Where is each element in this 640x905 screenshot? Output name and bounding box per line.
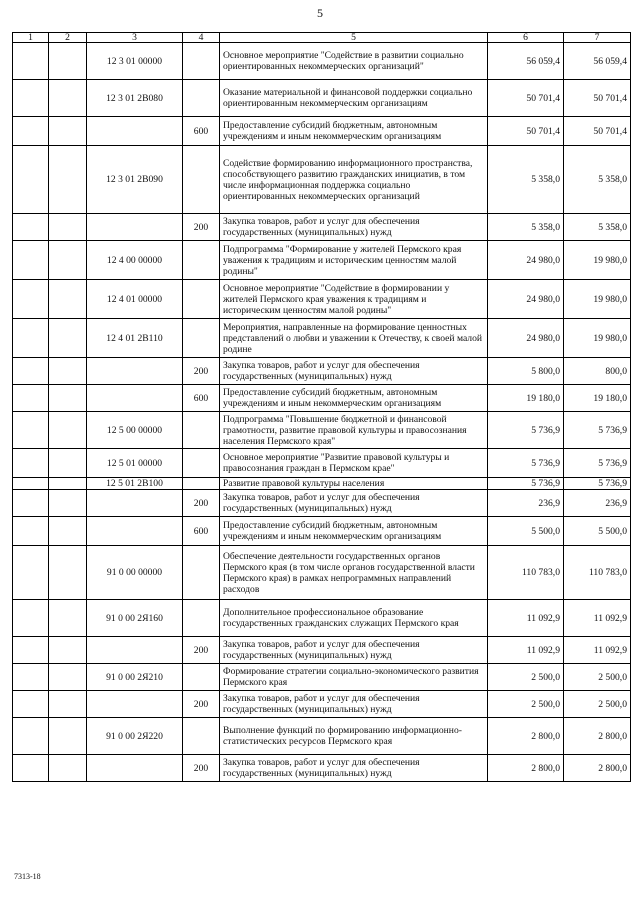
cell-target-article: 12 4 01 2В110 (87, 319, 183, 358)
cell-expense-type (183, 146, 220, 214)
column-number: 7 (564, 33, 631, 43)
cell-name: Основное мероприятие "Развитие правовой культуры и правосознания граждан в Пермском крае" (220, 449, 488, 478)
cell-col1 (13, 241, 49, 280)
cell-expense-type (183, 478, 220, 490)
cell-amount-col7: 5 736,9 (564, 449, 631, 478)
cell-col2 (49, 449, 87, 478)
column-number-row (13, 33, 631, 43)
table-row (13, 43, 631, 80)
cell-col1 (13, 280, 49, 319)
cell-col1 (13, 517, 49, 546)
column-number: 5 (220, 33, 488, 43)
cell-amount-col6: 5 358,0 (488, 214, 564, 241)
cell-amount-col7: 56 059,4 (564, 43, 631, 80)
table-row (13, 280, 631, 319)
column-number: 4 (183, 33, 220, 43)
cell-expense-type: 200 (183, 755, 220, 782)
cell-name: Закупка товаров, работ и услуг для обеспечения государственных (муниципальных) нужд (220, 637, 488, 664)
cell-expense-type: 200 (183, 490, 220, 517)
cell-name: Закупка товаров, работ и услуг для обеспечения государственных (муниципальных) нужд (220, 358, 488, 385)
cell-amount-col7: 11 092,9 (564, 637, 631, 664)
cell-target-article: 12 3 01 2В080 (87, 80, 183, 117)
cell-col1 (13, 478, 49, 490)
cell-amount-col6: 11 092,9 (488, 600, 564, 637)
cell-name: Мероприятия, направленные на формирование ценностных представлений о любви и уважении к Отечеству, к своей малой родине (220, 319, 488, 358)
table-row (13, 478, 631, 490)
cell-col1 (13, 146, 49, 214)
cell-amount-col7: 5 358,0 (564, 146, 631, 214)
column-number: 6 (488, 33, 564, 43)
cell-amount-col6: 5 800,0 (488, 358, 564, 385)
cell-target-article: 12 4 00 00000 (87, 241, 183, 280)
cell-amount-col6: 5 500,0 (488, 517, 564, 546)
cell-amount-col6: 19 180,0 (488, 385, 564, 412)
cell-amount-col6: 24 980,0 (488, 280, 564, 319)
document-code: 7313-18 (14, 872, 41, 881)
table-row (13, 449, 631, 478)
cell-name: Оказание материальной и финансовой поддержки социально ориентированным некоммерческим организациям (220, 80, 488, 117)
cell-amount-col7: 5 736,9 (564, 478, 631, 490)
cell-name: Предоставление субсидий бюджетным, автономным учреждениям и иным некоммерческим организациям (220, 517, 488, 546)
cell-amount-col7: 50 701,4 (564, 80, 631, 117)
cell-col2 (49, 43, 87, 80)
table-row (13, 664, 631, 691)
cell-expense-type: 200 (183, 637, 220, 664)
cell-name: Содействие формированию информационного пространства, способствующего развитию гражданских инициатив, в том числе информационная поддержка социально ориентированных некоммерческих организаций (220, 146, 488, 214)
cell-expense-type: 600 (183, 517, 220, 546)
cell-col1 (13, 80, 49, 117)
cell-name: Закупка товаров, работ и услуг для обеспечения государственных (муниципальных) нужд (220, 214, 488, 241)
cell-target-article: 12 3 01 2В090 (87, 146, 183, 214)
cell-amount-col7: 800,0 (564, 358, 631, 385)
cell-amount-col7: 50 701,4 (564, 117, 631, 146)
cell-target-article (87, 691, 183, 718)
cell-amount-col6: 24 980,0 (488, 241, 564, 280)
cell-col2 (49, 490, 87, 517)
cell-col2 (49, 319, 87, 358)
cell-target-article: 12 3 01 00000 (87, 43, 183, 80)
cell-expense-type (183, 241, 220, 280)
cell-amount-col6: 56 059,4 (488, 43, 564, 80)
cell-target-article: 91 0 00 00000 (87, 546, 183, 600)
cell-target-article: 12 5 00 00000 (87, 412, 183, 449)
table-row (13, 241, 631, 280)
cell-amount-col6: 50 701,4 (488, 117, 564, 146)
cell-col1 (13, 117, 49, 146)
cell-expense-type (183, 600, 220, 637)
cell-amount-col6: 5 358,0 (488, 146, 564, 214)
cell-expense-type (183, 43, 220, 80)
cell-amount-col7: 2 500,0 (564, 664, 631, 691)
cell-name: Выполнение функций по формированию информационно-статистических ресурсов Пермского края (220, 718, 488, 755)
cell-amount-col6: 2 500,0 (488, 691, 564, 718)
cell-target-article (87, 490, 183, 517)
column-number: 3 (87, 33, 183, 43)
cell-col1 (13, 319, 49, 358)
cell-amount-col6: 2 800,0 (488, 718, 564, 755)
table-body (13, 43, 631, 782)
cell-amount-col6: 11 092,9 (488, 637, 564, 664)
cell-name: Закупка товаров, работ и услуг для обеспечения государственных (муниципальных) нужд (220, 691, 488, 718)
cell-name: Закупка товаров, работ и услуг для обеспечения государственных (муниципальных) нужд (220, 755, 488, 782)
cell-expense-type: 200 (183, 691, 220, 718)
cell-name: Основное мероприятие "Содействие в формировании у жителей Пермского края уважения к традициям и историческим ценностям малой родины" (220, 280, 488, 319)
cell-expense-type (183, 718, 220, 755)
cell-amount-col7: 5 500,0 (564, 517, 631, 546)
cell-name: Обеспечение деятельности государственных органов Пермского края (в том числе органов государственной власти Пермского края) в рамках непрограммных направлений расходов (220, 546, 488, 600)
cell-col2 (49, 80, 87, 117)
cell-target-article (87, 358, 183, 385)
table-row (13, 691, 631, 718)
cell-col1 (13, 385, 49, 412)
cell-amount-col7: 11 092,9 (564, 600, 631, 637)
budget-table (12, 32, 631, 782)
table-row (13, 80, 631, 117)
cell-col1 (13, 449, 49, 478)
cell-expense-type (183, 319, 220, 358)
cell-col2 (49, 664, 87, 691)
cell-amount-col6: 5 736,9 (488, 412, 564, 449)
cell-amount-col7: 19 180,0 (564, 385, 631, 412)
cell-amount-col7: 19 980,0 (564, 319, 631, 358)
cell-amount-col7: 2 800,0 (564, 718, 631, 755)
cell-name: Закупка товаров, работ и услуг для обеспечения государственных (муниципальных) нужд (220, 490, 488, 517)
cell-target-article: 91 0 00 2Я220 (87, 718, 183, 755)
cell-name: Основное мероприятие "Содействие в развитии социально ориентированных некоммерческих организаций" (220, 43, 488, 80)
table-row (13, 146, 631, 214)
cell-amount-col7: 2 500,0 (564, 691, 631, 718)
cell-col2 (49, 280, 87, 319)
cell-expense-type (183, 546, 220, 600)
cell-target-article (87, 117, 183, 146)
cell-col2 (49, 691, 87, 718)
cell-col2 (49, 637, 87, 664)
table-row (13, 600, 631, 637)
cell-expense-type (183, 412, 220, 449)
cell-col1 (13, 664, 49, 691)
cell-name: Подпрограмма "Повышение бюджетной и финансовой грамотности, развитие правовой культуры и правосознания населения Пермского края" (220, 412, 488, 449)
table-row (13, 214, 631, 241)
cell-amount-col6: 24 980,0 (488, 319, 564, 358)
table-row (13, 490, 631, 517)
cell-name: Предоставление субсидий бюджетным, автономным учреждениям и иным некоммерческим организациям (220, 117, 488, 146)
cell-amount-col7: 5 358,0 (564, 214, 631, 241)
cell-target-article: 12 4 01 00000 (87, 280, 183, 319)
cell-amount-col7: 19 980,0 (564, 280, 631, 319)
cell-col2 (49, 214, 87, 241)
cell-amount-col6: 5 736,9 (488, 478, 564, 490)
cell-col2 (49, 385, 87, 412)
cell-expense-type: 200 (183, 214, 220, 241)
cell-name: Дополнительное профессиональное образование государственных гражданских служащих Пермского края (220, 600, 488, 637)
cell-name: Развитие правовой культуры населения (220, 478, 488, 490)
cell-expense-type (183, 449, 220, 478)
cell-target-article (87, 385, 183, 412)
page-number: 5 (317, 6, 323, 20)
cell-col1 (13, 546, 49, 600)
cell-col2 (49, 600, 87, 637)
cell-amount-col6: 2 800,0 (488, 755, 564, 782)
cell-expense-type: 600 (183, 117, 220, 146)
cell-target-article: 91 0 00 2Я210 (87, 664, 183, 691)
column-number: 1 (13, 33, 49, 43)
cell-target-article: 12 5 01 2В100 (87, 478, 183, 490)
cell-amount-col6: 110 783,0 (488, 546, 564, 600)
table-row (13, 385, 631, 412)
cell-col2 (49, 146, 87, 214)
cell-col1 (13, 490, 49, 517)
cell-col2 (49, 478, 87, 490)
cell-target-article (87, 637, 183, 664)
cell-col1 (13, 412, 49, 449)
cell-col2 (49, 412, 87, 449)
cell-name: Формирование стратегии социально-экономического развития Пермского края (220, 664, 488, 691)
table-row (13, 718, 631, 755)
cell-target-article (87, 517, 183, 546)
table-row (13, 117, 631, 146)
cell-col2 (49, 241, 87, 280)
cell-col1 (13, 718, 49, 755)
cell-expense-type (183, 80, 220, 117)
cell-amount-col7: 110 783,0 (564, 546, 631, 600)
table-row (13, 755, 631, 782)
table-row (13, 546, 631, 600)
table-row (13, 517, 631, 546)
table-row (13, 637, 631, 664)
cell-col1 (13, 358, 49, 385)
table-row (13, 358, 631, 385)
cell-name: Предоставление субсидий бюджетным, автономным учреждениям и иным некоммерческим организациям (220, 385, 488, 412)
cell-col1 (13, 691, 49, 718)
table-row (13, 319, 631, 358)
cell-col2 (49, 117, 87, 146)
cell-target-article: 91 0 00 2Я160 (87, 600, 183, 637)
cell-amount-col7: 5 736,9 (564, 412, 631, 449)
cell-expense-type (183, 280, 220, 319)
table-row (13, 412, 631, 449)
cell-col2 (49, 358, 87, 385)
cell-expense-type: 600 (183, 385, 220, 412)
cell-amount-col7: 2 800,0 (564, 755, 631, 782)
cell-col1 (13, 755, 49, 782)
cell-target-article (87, 755, 183, 782)
cell-amount-col6: 2 500,0 (488, 664, 564, 691)
cell-amount-col6: 236,9 (488, 490, 564, 517)
cell-col2 (49, 517, 87, 546)
cell-col1 (13, 600, 49, 637)
cell-col2 (49, 718, 87, 755)
cell-target-article: 12 5 01 00000 (87, 449, 183, 478)
cell-amount-col6: 5 736,9 (488, 449, 564, 478)
cell-col1 (13, 637, 49, 664)
cell-col1 (13, 43, 49, 80)
cell-col2 (49, 546, 87, 600)
cell-col1 (13, 214, 49, 241)
cell-col2 (49, 755, 87, 782)
cell-name: Подпрограмма "Формирование у жителей Пермского края уважения к традициям и историческим ценностям малой родины" (220, 241, 488, 280)
cell-amount-col7: 236,9 (564, 490, 631, 517)
cell-expense-type: 200 (183, 358, 220, 385)
cell-amount-col7: 19 980,0 (564, 241, 631, 280)
cell-expense-type (183, 664, 220, 691)
cell-target-article (87, 214, 183, 241)
cell-amount-col6: 50 701,4 (488, 80, 564, 117)
column-number: 2 (49, 33, 87, 43)
